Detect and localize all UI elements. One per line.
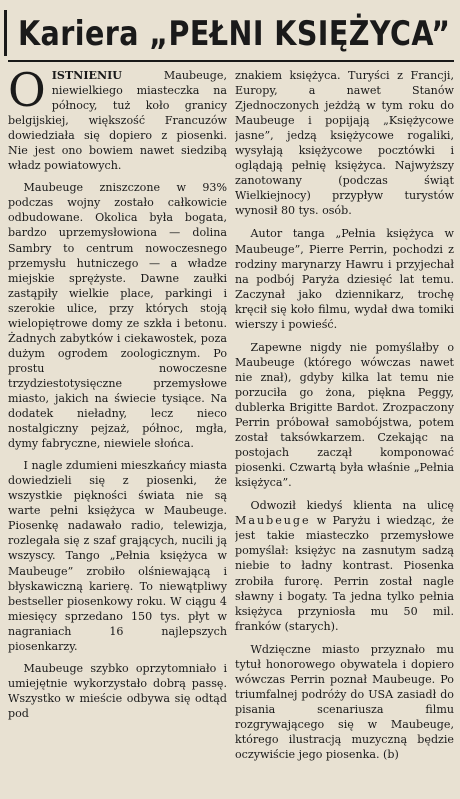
title-divider [8,60,454,62]
headline-rule-mark [4,10,7,56]
paragraph-taxi: Odwoził kiedyś klienta na ulicę Maubeuge w Paryżu i wiedząc, że jest takie miasteczko przemysłowe pomyślał: księżyc na zasnutym sadzą niebie to ładny kontrast. Piosenka zrobiła furorę. Perrin został nagle sławny i bogaty. Ta jedna tylko pełnia księżyca przyniosła mu 50 mil. franków (starych). [235,499,454,633]
paragraph-city: Maubeuge zniszczone w 93% podczas wojny zostało całkowicie odbudowane. Okolica była bogata, bardzo uprzemysłowiona — dolina Sambry to centrum nowoczesnego przemysłu hutniczego — a władze miejskie sprężyste. Dawne zaułki zastąpiły wielkie place, parkingi i szerokie ulice, przy których stoją wielopiętrowe domy ze szkła i betonu. Żadnych zabytków i ciekawostek, poza dużym ogrodem zoologicznym. Po prostu nowoczesne trzydziestotysięczne przemysłowe miasto, jakich na świecie tysiące. Na dodatek nieładny, lecz nieco nostalgiczny pejzaż, północ, mgła, dymy fabryczne, niewiele słońca. [8,181,227,451]
right-column [235,68,454,798]
spaced-word: Maubeuge [235,514,311,528]
paragraph-author: Autor tanga „Pełnia księżyca w Maubeuge”, Pierre Perrin, pochodzi z rodziny marynarzy Hawru i przyjechał na podbój Paryża dziesięć lat temu. Zaczynał jako dziennikarz, trochę kręcił się koło filmu, wydał dwa tomiki wierszy i powieść. [235,227,454,331]
left-column [8,68,227,798]
paragraph-honor: Wdzięczne miasto przyznało mu tytuł honorowego obywatela i dopiero wówczas Perrin poznał Maubeuge. Po triumfalnej podróży do USA zasiadł do pisania scenariusza filmu rozgrywającego się w Maubeuge, którego ilustracją muzyczną będzie oczywiście jego piosenka. (b) [235,642,454,762]
article-title: Kariera „PEŁNI KSIĘŻYCA” [18,14,451,54]
paragraph-peggy: Zapewne nigdy nie pomyślałby o Maubeuge (którego wówczas nawet nie znał), gdyby kilka lat temu nie porzuciła go żona, piękna Peggy, dublerka Brigitte Bardot. Zrozpaczony Perrin próbował samobójstwa, potem został taksówkarzem. Czekając na postojach zaczął komponować piosenki. Czwartą była właśnie „Pełnia księżyca”. [235,340,454,490]
article-body [8,68,454,798]
paragraph-tourists: znakiem księżyca. Turyści z Francji, Europy, a nawet Stanów Zjednoczonych jeżdżą w tym roku do Maubeuge i popijają „Księżycowe jasne”, jedzą księżycowe rogaliki, wysyłają księżycowe pocztówki i oglądają pełnię księżyca. Najwyższy zanotowany (podczas świąt Wielkiejnocy) przypływ turystów wynosił 80 tys. osób. [235,69,454,218]
drop-cap: O [8,68,46,117]
paragraph-passa: Maubeuge szybko oprzytomniało i umiejętnie wykorzystało dobrą passę. Wszystko w mieście odbywa się odtąd pod [8,661,227,720]
lead-text: Maubeuge, niewielkiego miasteczka na północy, tuż koło granicy belgijskiej, większość Francuzów dowiedziała się dopiero z piosenki. Nie jest ono bowiem nawet siedzibą władz powiatowych. [8,69,227,173]
lead-word: ISTNIENIU [51,69,122,82]
lead-paragraph [8,68,227,173]
paragraph-song: I nagle zdumieni mieszkańcy miasta dowiedzieli się z piosenki, że wszystkie piękności świata nie są warte pełni księżyca w Maubeuge. Piosenkę nadawało radio, telewizja, rozlegała się z szaf grających, nucili ją wszyscy. Tango „Pełnia księżyca w Maubeuge” zrobiło olśniewającą i błyskawiczną karierę. To niewątpliwy bestseller piosenkowy roku. W ciągu 4 miesięcy sprzedano 150 tys. płyt w nagraniach 16 najlepszych piosenkarzy. [8,459,227,653]
